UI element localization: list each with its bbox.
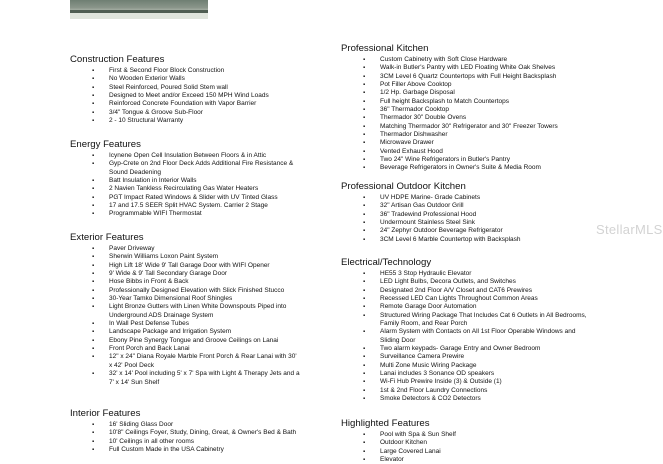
feature-item: ▪ 1st & 2nd Floor Laundry Connections (341, 387, 591, 395)
interior-section (70, 408, 310, 454)
feature-item: ▪ Steel Reinforced, Poured Solid Stem wall (70, 84, 310, 92)
feature-item: ▪ Full Custom Made in the USA Cabinetry (70, 446, 310, 454)
feature-item: ▪ 36" Thermador Cooktop (341, 106, 591, 114)
feature-item: ▪ Lanai includes 3 Sonance OD speakers (341, 370, 591, 378)
feature-list (341, 194, 591, 244)
feature-item: ▪ Vented Exhaust Hood (341, 148, 591, 156)
feature-item: ▪ UV HDPE Marine- Grade Cabinets (341, 194, 591, 202)
feature-item: ▪ Wi-Fi Hub Prewire Inside (3) & Outside (1) (341, 378, 591, 386)
feature-list (70, 245, 300, 387)
section-title: Highlighted Features (341, 418, 430, 429)
feature-item: ▪ Sherwin Williams Loxon Paint System (70, 253, 300, 261)
feature-item: ▪ Remote Garage Door Automation (341, 303, 591, 311)
feature-item: ▪ Large Covered Lanai (341, 448, 591, 456)
feature-item: ▪ Two 24" Wine Refrigerators in Butler's Pantry (341, 156, 591, 164)
feature-item: ▪ 30-Year Tamko Dimensional Roof Shingles (70, 295, 300, 303)
feature-item: ▪ 3CM Level 6 Marble Countertop with Backsplash (341, 236, 591, 244)
feature-item: ▪ Microwave Drawer (341, 139, 591, 147)
watermark: StellarMLS (596, 222, 663, 237)
feature-item: ▪ Custom Cabinetry with Soft Close Hardware (341, 56, 591, 64)
feature-item: ▪ 2 Navien Tankless Recirculating Gas Water Heaters (70, 185, 310, 193)
feature-item: ▪ Reinforced Concrete Foundation with Vapor Barrier (70, 100, 310, 108)
feature-item: ▪ Designated 2nd Floor A/V Closet and CAT6 Prewires (341, 287, 591, 295)
highlighted-section (341, 418, 591, 464)
feature-list (70, 421, 310, 454)
feature-item: ▪ Undermount Stainless Steel Sink (341, 219, 591, 227)
feature-item: ▪ Thermador Dishwasher (341, 131, 591, 139)
section-title: Construction Features (70, 54, 165, 65)
feature-item: ▪ Beverage Refrigerators in Owner's Suite & Media Room (341, 164, 591, 172)
feature-item: ▪ 3CM Level 6 Quartz Countertops with Full Height Backsplash (341, 73, 591, 81)
section-title: Interior Features (70, 408, 141, 419)
feature-item: ▪ Walk-in Butler's Pantry with LED Floating White Oak Shelves (341, 64, 591, 72)
feature-item: ▪ Outdoor Kitchen (341, 439, 591, 447)
feature-item: ▪ Hose Bibbs in Front & Back (70, 278, 300, 286)
feature-item: ▪ Surveillance Camera Prewire (341, 353, 591, 361)
feature-item: ▪ 32" Artisan Gas Outdoor Grill (341, 202, 591, 210)
feature-item: ▪ Structured Wiring Package That Includes Cat 6 Outlets in All Bedrooms, Family Room, and Rear Porch (341, 312, 591, 329)
feature-item: ▪ 9' Wide & 9' Tall Secondary Garage Door (70, 270, 300, 278)
feature-item: ▪ Pot Filler Above Cooktop (341, 81, 591, 89)
feature-item: ▪ Icynene Open Cell Insulation Between Floors & in Attic (70, 152, 310, 160)
feature-item: ▪ High Lift 18' Wide 9' Tall Garage Door with WIFI Opener (70, 262, 300, 270)
feature-item: ▪ HE55 3 Stop Hydraulic Elevator (341, 270, 591, 278)
electrical-section (341, 257, 591, 404)
feature-item: ▪ Two alarm keypads- Garage Entry and Owner Bedroom (341, 345, 591, 353)
feature-item: ▪ PGT Impact Rated Windows & Slider with UV Tinted Glass (70, 194, 310, 202)
feature-item: ▪ Light Bronze Gutters with Linen White Downspouts Piped into Underground ADS Drainage System (70, 303, 300, 320)
section-title: Exterior Features (70, 232, 144, 243)
feature-list (70, 67, 310, 125)
feature-item: ▪ 16' Sliding Glass Door (70, 421, 310, 429)
feature-item: ▪ First & Second Floor Block Construction (70, 67, 310, 75)
feature-item: ▪ Professionally Designed Elevation with Slick Finished Stucco (70, 287, 300, 295)
feature-item: ▪ Ebony Pine Synergy Tongue and Groove Ceilings on Lanai (70, 337, 300, 345)
feature-item: ▪ Alarm System with Contacts on All 1st Floor Operable Windows and Sliding Door (341, 328, 591, 345)
feature-item: ▪ 3/4" Tongue & Groove Sub-Floor (70, 109, 310, 117)
feature-item: ▪ 10'8" Ceilings Foyer, Study, Dining, Great, & Owner's Bed & Bath (70, 429, 310, 437)
outdoor-kitchen-section (341, 181, 591, 244)
feature-item: ▪ Gyp-Crete on 2nd Floor Deck Adds Additional Fire Resistance & Sound Deadening (70, 160, 310, 177)
feature-item: ▪ In Wall Pest Defense Tubes (70, 320, 300, 328)
construction-section (70, 54, 310, 125)
feature-item: ▪ Full height Backsplash to Match Countertops (341, 98, 591, 106)
feature-item: ▪ 1/2 Hp. Garbage Disposal (341, 89, 591, 97)
feature-item: ▪ Elevator (341, 456, 591, 464)
feature-item: ▪ 2 - 10 Structural Warranty (70, 117, 310, 125)
feature-item: ▪ 32' x 14' Pool including 5' x 7' Spa with Light & Therapy Jets and a 7' x 14' Sun Shelf (70, 370, 300, 387)
section-title: Electrical/Technology (341, 257, 432, 268)
section-title: Professional Kitchen (341, 43, 429, 54)
feature-item: ▪ Paver Driveway (70, 245, 300, 253)
kitchen-section (341, 43, 591, 173)
feature-item: ▪ No Wooden Exterior Walls (70, 75, 310, 83)
energy-section (70, 139, 310, 219)
photo-lawn (70, 13, 208, 19)
feature-item: ▪ Landscape Package and Irrigation System (70, 328, 300, 336)
listing-photo (70, 0, 208, 19)
feature-item: ▪ LED Light Bulbs, Decora Outlets, and Switches (341, 278, 591, 286)
feature-item: ▪ Front Porch and Back Lanai (70, 345, 300, 353)
feature-item: ▪ Smoke Detectors & CO2 Detectors (341, 395, 591, 403)
feature-item: ▪ Recessed LED Can Lights Throughout Common Areas (341, 295, 591, 303)
exterior-section (70, 232, 300, 387)
feature-list (70, 152, 310, 219)
feature-item: ▪ 10' Ceilings in all other rooms (70, 438, 310, 446)
feature-item: ▪ Programmable WIFI Thermostat (70, 210, 310, 218)
feature-list (341, 270, 591, 404)
feature-item: ▪ Pool with Spa & Sun Shelf (341, 431, 591, 439)
feature-item: ▪ Designed to Meet and/or Exceed 150 MPH Wind Loads (70, 92, 310, 100)
section-title: Professional Outdoor Kitchen (341, 181, 466, 192)
feature-list (341, 56, 591, 173)
section-title: Energy Features (70, 139, 141, 150)
feature-item: ▪ 12" x 24" Diana Royale Marble Front Porch & Rear Lanai with 30' x 42' Pool Deck (70, 353, 300, 370)
feature-item: ▪ Matching Thermador 30" Refrigerator and 30" Freezer Towers (341, 123, 591, 131)
feature-list (341, 431, 591, 464)
feature-item: ▪ 24" Zephyr Outdoor Beverage Refrigerator (341, 227, 591, 235)
feature-item: ▪ Batt Insulation in Interior Walls (70, 177, 310, 185)
feature-item: ▪ 36" Tradewind Professional Hood (341, 211, 591, 219)
feature-item: ▪ Thermador 30" Double Ovens (341, 114, 591, 122)
feature-item: ▪ Multi Zone Music Wiring Package (341, 362, 591, 370)
feature-item: ▪ 17 and 17.5 SEER Split HVAC System. Carrier 2 Stage (70, 202, 310, 210)
